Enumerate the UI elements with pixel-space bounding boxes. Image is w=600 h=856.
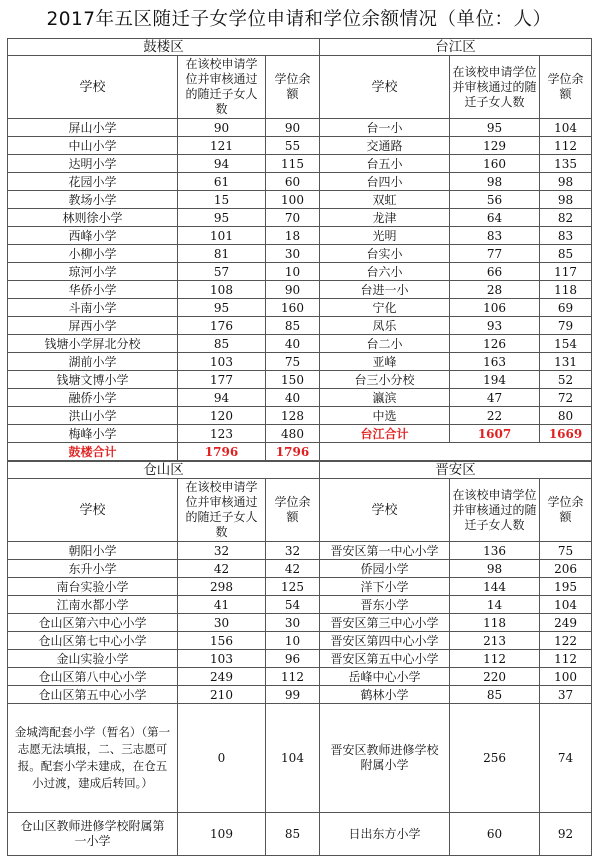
remaining-count: 30 bbox=[266, 614, 320, 632]
applied-count: 256 bbox=[450, 704, 540, 813]
remaining-count: 115 bbox=[266, 155, 320, 173]
district-name: 晋安区 bbox=[320, 462, 592, 479]
page-title: 2017年五区随迁子女学位申请和学位余额情况（单位：人） bbox=[46, 9, 552, 30]
table-row bbox=[8, 686, 592, 704]
applied-count: 85 bbox=[450, 686, 540, 704]
table-row bbox=[8, 542, 592, 560]
applied-count: 85 bbox=[178, 335, 266, 353]
remaining-count: 90 bbox=[266, 281, 320, 299]
applied-count: 56 bbox=[450, 191, 540, 209]
applied-count: 126 bbox=[450, 335, 540, 353]
column-header-school: 学校 bbox=[320, 56, 450, 119]
remaining-count: 70 bbox=[266, 209, 320, 227]
applied-count: 213 bbox=[450, 632, 540, 650]
column-header-applied: 在该校申请学位并审核通过的随迁子女人数 bbox=[178, 479, 266, 542]
school-name: 林则徐小学 bbox=[8, 209, 178, 227]
applied-count: 41 bbox=[178, 596, 266, 614]
applied-count: 112 bbox=[450, 650, 540, 668]
school-name: 瀛滨 bbox=[320, 389, 450, 407]
column-header-applied: 在该校申请学位并审核通过的随迁子女人数 bbox=[178, 56, 266, 119]
applied-count: 163 bbox=[450, 353, 540, 371]
school-name: 台二小 bbox=[320, 335, 450, 353]
school-name: 小柳小学 bbox=[8, 245, 178, 263]
school-name: 钱塘文博小学 bbox=[8, 371, 178, 389]
applied-count: 64 bbox=[450, 209, 540, 227]
applied-count: 109 bbox=[178, 813, 266, 856]
column-header-row bbox=[8, 56, 592, 119]
column-header-remaining: 学位余额 bbox=[266, 479, 320, 542]
applied-count: 118 bbox=[450, 614, 540, 632]
school-name: 屏西小学 bbox=[8, 317, 178, 335]
column-header-school: 学校 bbox=[8, 479, 178, 542]
applied-count: 32 bbox=[178, 542, 266, 560]
school-name: 金山实验小学 bbox=[8, 650, 178, 668]
school-name: 晋安区第三中心小学 bbox=[320, 614, 450, 632]
remaining-count: 83 bbox=[540, 227, 592, 245]
applied-count: 144 bbox=[450, 578, 540, 596]
district-header-row bbox=[8, 462, 592, 479]
school-name: 洋下小学 bbox=[320, 578, 450, 596]
table-row bbox=[8, 813, 592, 856]
table-row bbox=[8, 614, 592, 632]
applied-count: 94 bbox=[178, 155, 266, 173]
district-total-remaining: 1669 bbox=[540, 425, 592, 443]
district-total-label: 鼓楼合计 bbox=[8, 443, 178, 461]
remaining-count: 100 bbox=[266, 191, 320, 209]
remaining-count: 85 bbox=[266, 813, 320, 856]
remaining-count: 112 bbox=[540, 137, 592, 155]
table-row bbox=[8, 155, 592, 173]
applied-count: 120 bbox=[178, 407, 266, 425]
column-header-applied: 在该校申请学位并审核通过的随迁子女人数 bbox=[450, 479, 540, 542]
table-row bbox=[8, 596, 592, 614]
remaining-count: 40 bbox=[266, 389, 320, 407]
remaining-count: 72 bbox=[540, 389, 592, 407]
remaining-count: 480 bbox=[266, 425, 320, 443]
remaining-count: 18 bbox=[266, 227, 320, 245]
table-row bbox=[8, 191, 592, 209]
document-page bbox=[7, 2, 591, 848]
school-name: 晋东小学 bbox=[320, 596, 450, 614]
applied-count: 47 bbox=[450, 389, 540, 407]
school-name: 融侨小学 bbox=[8, 389, 178, 407]
applied-count: 129 bbox=[450, 137, 540, 155]
remaining-count: 79 bbox=[540, 317, 592, 335]
remaining-count: 154 bbox=[540, 335, 592, 353]
applied-count: 30 bbox=[178, 614, 266, 632]
applied-count: 106 bbox=[450, 299, 540, 317]
school-name: 台三小分校 bbox=[320, 371, 450, 389]
table-row bbox=[8, 650, 592, 668]
school-name: 晋安区第四中心小学 bbox=[320, 632, 450, 650]
school-name: 达明小学 bbox=[8, 155, 178, 173]
remaining-count: 82 bbox=[540, 209, 592, 227]
applied-count: 94 bbox=[178, 389, 266, 407]
school-name: 台一小 bbox=[320, 119, 450, 137]
remaining-count: 85 bbox=[266, 317, 320, 335]
applied-count: 0 bbox=[178, 704, 266, 813]
remaining-count: 30 bbox=[266, 245, 320, 263]
remaining-count: 104 bbox=[540, 119, 592, 137]
school-name: 湖前小学 bbox=[8, 353, 178, 371]
applied-count: 103 bbox=[178, 650, 266, 668]
school-name: 凤乐 bbox=[320, 317, 450, 335]
school-name: 龙津 bbox=[320, 209, 450, 227]
school-name: 亚峰 bbox=[320, 353, 450, 371]
applied-count: 61 bbox=[178, 173, 266, 191]
remaining-count: 52 bbox=[540, 371, 592, 389]
school-name: 仓山区第五中心小学 bbox=[8, 686, 178, 704]
table-row bbox=[8, 173, 592, 191]
school-name: 花园小学 bbox=[8, 173, 178, 191]
applied-count: 136 bbox=[450, 542, 540, 560]
school-name: 岳峰中心小学 bbox=[320, 668, 450, 686]
school-name: 斗南小学 bbox=[8, 299, 178, 317]
remaining-count: 85 bbox=[540, 245, 592, 263]
applied-count: 22 bbox=[450, 407, 540, 425]
district-header-row bbox=[8, 39, 592, 56]
applied-count: 249 bbox=[178, 668, 266, 686]
school-name: 江南水都小学 bbox=[8, 596, 178, 614]
school-name: 台实小 bbox=[320, 245, 450, 263]
applied-count: 77 bbox=[450, 245, 540, 263]
column-header-school: 学校 bbox=[8, 56, 178, 119]
applied-count: 123 bbox=[178, 425, 266, 443]
table-row bbox=[8, 407, 592, 425]
district-total-label: 台江合计 bbox=[320, 425, 450, 443]
remaining-count: 92 bbox=[540, 813, 592, 856]
remaining-count: 54 bbox=[266, 596, 320, 614]
school-name: 晋安区第五中心小学 bbox=[320, 650, 450, 668]
remaining-count: 117 bbox=[540, 263, 592, 281]
applied-count: 81 bbox=[178, 245, 266, 263]
school-name: 光明 bbox=[320, 227, 450, 245]
remaining-count: 40 bbox=[266, 335, 320, 353]
remaining-count: 75 bbox=[266, 353, 320, 371]
applied-count: 60 bbox=[450, 813, 540, 856]
school-name: 晋安区教师进修学校附属小学 bbox=[320, 704, 450, 813]
school-name: 台四小 bbox=[320, 173, 450, 191]
district-total-applied: 1607 bbox=[450, 425, 540, 443]
applied-count: 176 bbox=[178, 317, 266, 335]
table-row bbox=[8, 371, 592, 389]
remaining-count: 135 bbox=[540, 155, 592, 173]
column-header-row bbox=[8, 479, 592, 542]
school-name: 鹤林小学 bbox=[320, 686, 450, 704]
school-name: 宁化 bbox=[320, 299, 450, 317]
remaining-count: 100 bbox=[540, 668, 592, 686]
applied-count: 298 bbox=[178, 578, 266, 596]
applied-count: 90 bbox=[178, 119, 266, 137]
remaining-count: 98 bbox=[540, 191, 592, 209]
school-name: 屏山小学 bbox=[8, 119, 178, 137]
applied-count: 98 bbox=[450, 560, 540, 578]
applied-count: 42 bbox=[178, 560, 266, 578]
remaining-count: 42 bbox=[266, 560, 320, 578]
applied-count: 57 bbox=[178, 263, 266, 281]
school-name: 侨园小学 bbox=[320, 560, 450, 578]
remaining-count: 112 bbox=[540, 650, 592, 668]
remaining-count: 104 bbox=[540, 596, 592, 614]
column-header-remaining: 学位余额 bbox=[266, 56, 320, 119]
applied-count: 220 bbox=[450, 668, 540, 686]
remaining-count: 131 bbox=[540, 353, 592, 371]
school-name: 日出东方小学 bbox=[320, 813, 450, 856]
remaining-count: 55 bbox=[266, 137, 320, 155]
table-row bbox=[8, 335, 592, 353]
remaining-count: 74 bbox=[540, 704, 592, 813]
school-name: 仓山区教师进修学校附属第一小学 bbox=[8, 813, 178, 856]
applied-count: 95 bbox=[450, 119, 540, 137]
applied-count: 103 bbox=[178, 353, 266, 371]
applied-count: 14 bbox=[450, 596, 540, 614]
remaining-count: 32 bbox=[266, 542, 320, 560]
column-header-school: 学校 bbox=[320, 479, 450, 542]
column-header-applied: 在该校申请学位并审核通过的随迁子女人数 bbox=[450, 56, 540, 119]
applied-count: 83 bbox=[450, 227, 540, 245]
remaining-count: 125 bbox=[266, 578, 320, 596]
remaining-count: 37 bbox=[540, 686, 592, 704]
school-name: 中山小学 bbox=[8, 137, 178, 155]
table-row bbox=[8, 209, 592, 227]
remaining-count: 160 bbox=[266, 299, 320, 317]
remaining-count: 195 bbox=[540, 578, 592, 596]
remaining-count: 60 bbox=[266, 173, 320, 191]
remaining-count: 75 bbox=[540, 542, 592, 560]
bottom-table bbox=[7, 461, 592, 856]
school-name: 琼河小学 bbox=[8, 263, 178, 281]
district-total-applied: 1796 bbox=[178, 443, 266, 461]
table-row bbox=[8, 119, 592, 137]
applied-count: 101 bbox=[178, 227, 266, 245]
remaining-count: 90 bbox=[266, 119, 320, 137]
table-row bbox=[8, 245, 592, 263]
table-row bbox=[8, 353, 592, 371]
applied-count: 66 bbox=[450, 263, 540, 281]
column-header-remaining: 学位余额 bbox=[540, 56, 592, 119]
school-name: 南台实验小学 bbox=[8, 578, 178, 596]
column-header-remaining: 学位余额 bbox=[540, 479, 592, 542]
remaining-count: 10 bbox=[266, 263, 320, 281]
school-name: 华侨小学 bbox=[8, 281, 178, 299]
remaining-count: 104 bbox=[266, 704, 320, 813]
applied-count: 28 bbox=[450, 281, 540, 299]
remaining-count: 98 bbox=[540, 173, 592, 191]
applied-count: 93 bbox=[450, 317, 540, 335]
top-table bbox=[7, 38, 592, 461]
remaining-count: 10 bbox=[266, 632, 320, 650]
table-row bbox=[8, 263, 592, 281]
applied-count: 156 bbox=[178, 632, 266, 650]
district-name: 台江区 bbox=[320, 39, 592, 56]
school-name: 交通路 bbox=[320, 137, 450, 155]
school-name: 仓山区第六中心小学 bbox=[8, 614, 178, 632]
school-name: 双虹 bbox=[320, 191, 450, 209]
remaining-count: 96 bbox=[266, 650, 320, 668]
table-row bbox=[8, 281, 592, 299]
applied-count: 210 bbox=[178, 686, 266, 704]
table-row bbox=[8, 668, 592, 686]
applied-count: 194 bbox=[450, 371, 540, 389]
table-cell bbox=[320, 443, 592, 461]
total-row bbox=[8, 443, 592, 461]
table-row bbox=[8, 578, 592, 596]
remaining-count: 122 bbox=[540, 632, 592, 650]
district-total-remaining: 1796 bbox=[266, 443, 320, 461]
applied-count: 177 bbox=[178, 371, 266, 389]
remaining-count: 128 bbox=[266, 407, 320, 425]
remaining-count: 150 bbox=[266, 371, 320, 389]
district-name: 仓山区 bbox=[8, 462, 320, 479]
table-row bbox=[8, 317, 592, 335]
remaining-count: 112 bbox=[266, 668, 320, 686]
school-name: 东升小学 bbox=[8, 560, 178, 578]
table-row bbox=[8, 632, 592, 650]
school-name: 西峰小学 bbox=[8, 227, 178, 245]
applied-count: 108 bbox=[178, 281, 266, 299]
school-name: 朝阳小学 bbox=[8, 542, 178, 560]
remaining-count: 80 bbox=[540, 407, 592, 425]
school-name: 台五小 bbox=[320, 155, 450, 173]
school-name: 洪山小学 bbox=[8, 407, 178, 425]
applied-count: 15 bbox=[178, 191, 266, 209]
district-name: 鼓楼区 bbox=[8, 39, 320, 56]
school-name: 钱塘小学屏北分校 bbox=[8, 335, 178, 353]
school-name: 金城湾配套小学（暂名）（第一志愿无法填报，二、三志愿可报。配套小学未建成，在仓五小过渡，建成后转回。） bbox=[8, 704, 178, 813]
school-name: 教场小学 bbox=[8, 191, 178, 209]
applied-count: 95 bbox=[178, 299, 266, 317]
school-name: 梅峰小学 bbox=[8, 425, 178, 443]
remaining-count: 69 bbox=[540, 299, 592, 317]
applied-count: 98 bbox=[450, 173, 540, 191]
table-row bbox=[8, 389, 592, 407]
table-row bbox=[8, 299, 592, 317]
remaining-count: 206 bbox=[540, 560, 592, 578]
applied-count: 121 bbox=[178, 137, 266, 155]
school-name: 仓山区第八中心小学 bbox=[8, 668, 178, 686]
remaining-count: 118 bbox=[540, 281, 592, 299]
table-row bbox=[8, 560, 592, 578]
school-name: 台进一小 bbox=[320, 281, 450, 299]
school-name: 晋安区第一中心小学 bbox=[320, 542, 450, 560]
applied-count: 160 bbox=[450, 155, 540, 173]
applied-count: 95 bbox=[178, 209, 266, 227]
table-row bbox=[8, 704, 592, 813]
school-name: 仓山区第七中心小学 bbox=[8, 632, 178, 650]
remaining-count: 249 bbox=[540, 614, 592, 632]
table-row bbox=[8, 227, 592, 245]
remaining-count: 99 bbox=[266, 686, 320, 704]
school-name: 台六小 bbox=[320, 263, 450, 281]
table-row bbox=[8, 137, 592, 155]
table-row bbox=[8, 425, 592, 443]
school-name: 中选 bbox=[320, 407, 450, 425]
